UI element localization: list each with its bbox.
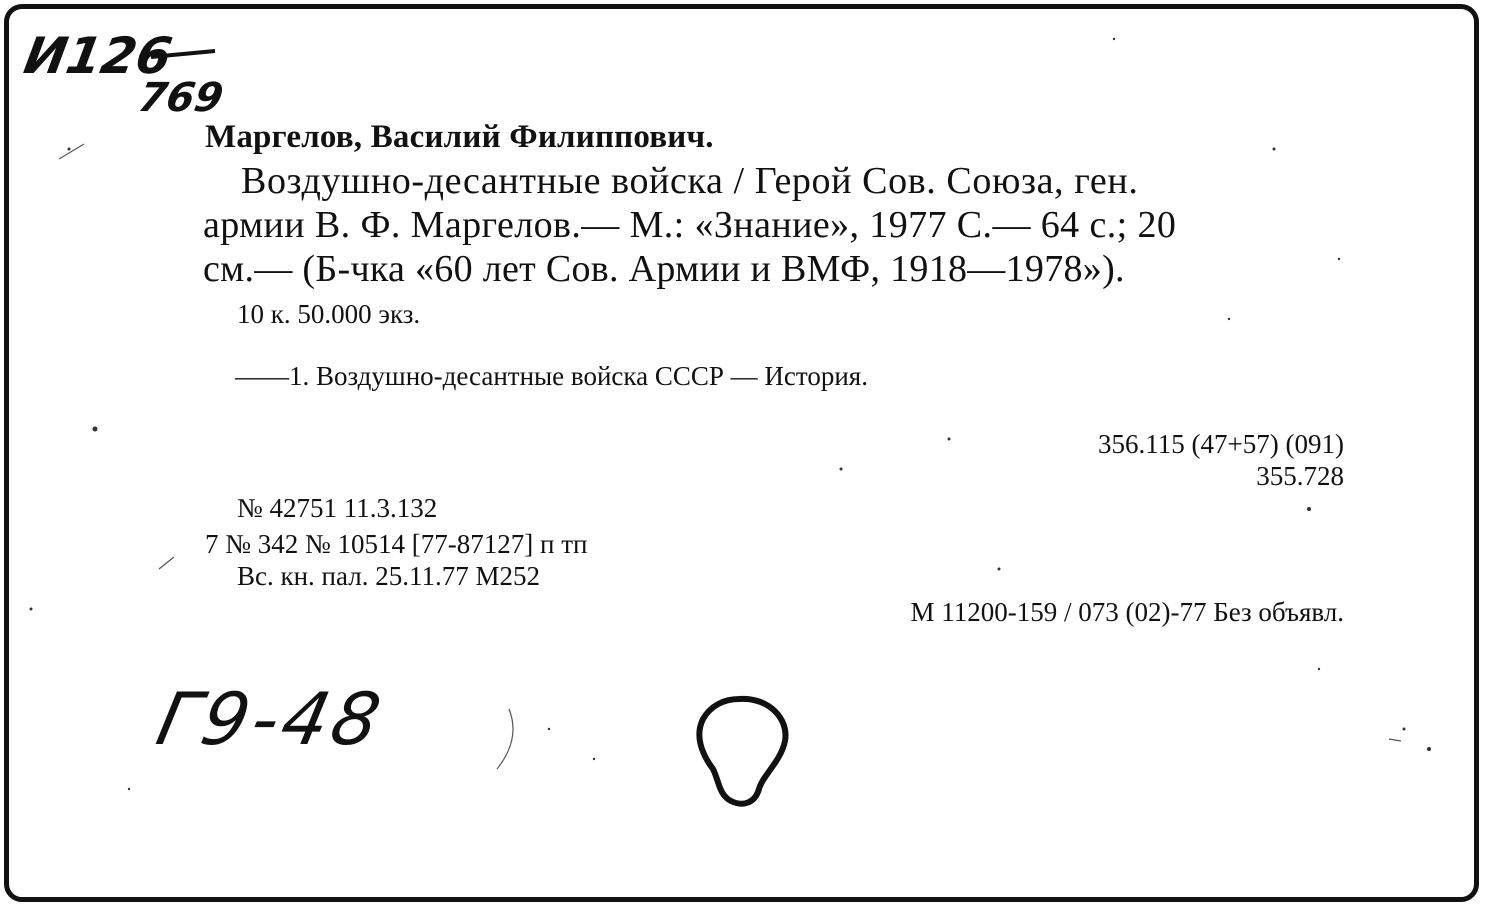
catalog-card [4, 4, 1479, 902]
card-author: Маргелов, Василий Филиппович. [205, 119, 714, 155]
handwritten-fraction-line [149, 45, 219, 65]
card-registry-line: 7 № 342 № 10514 [77-87127] п тп [205, 529, 588, 559]
card-subject-heading: ——1. Воздушно-десантные войска СССР — История. [235, 361, 868, 391]
card-price-print-run: 10 к. 50.000 экз. [237, 299, 421, 329]
handwritten-inventory-mark: Г9-48 [150, 677, 392, 761]
card-title-line: Воздушно-десантные войска / Герой Сов. Союза, ген. [241, 160, 1139, 202]
card-registry-line: № 42751 11.3.132 [237, 493, 438, 523]
card-publisher-code: М 11200-159 / 073 (02)-77 Без объявл. [910, 597, 1344, 627]
card-title-line: см.— (Б-чка «60 лет Сов. Армии и ВМФ, 1918—1978»). [203, 248, 1125, 290]
card-registry-line: Вс. кн. пал. 25.11.77 М252 [237, 561, 540, 591]
handwritten-shelfmark: И126 [19, 27, 177, 85]
handwritten-shelfmark-number: 769 [134, 75, 227, 121]
card-classification-index: 356.115 (47+57) (091) [1098, 429, 1344, 459]
oval-stamp-icon [689, 689, 793, 813]
card-classification-index: 355.728 [1256, 461, 1344, 491]
card-title-line: армии В. Ф. Маргелов.— М.: «Знание», 1977 С.— 64 с.; 20 [203, 204, 1177, 246]
